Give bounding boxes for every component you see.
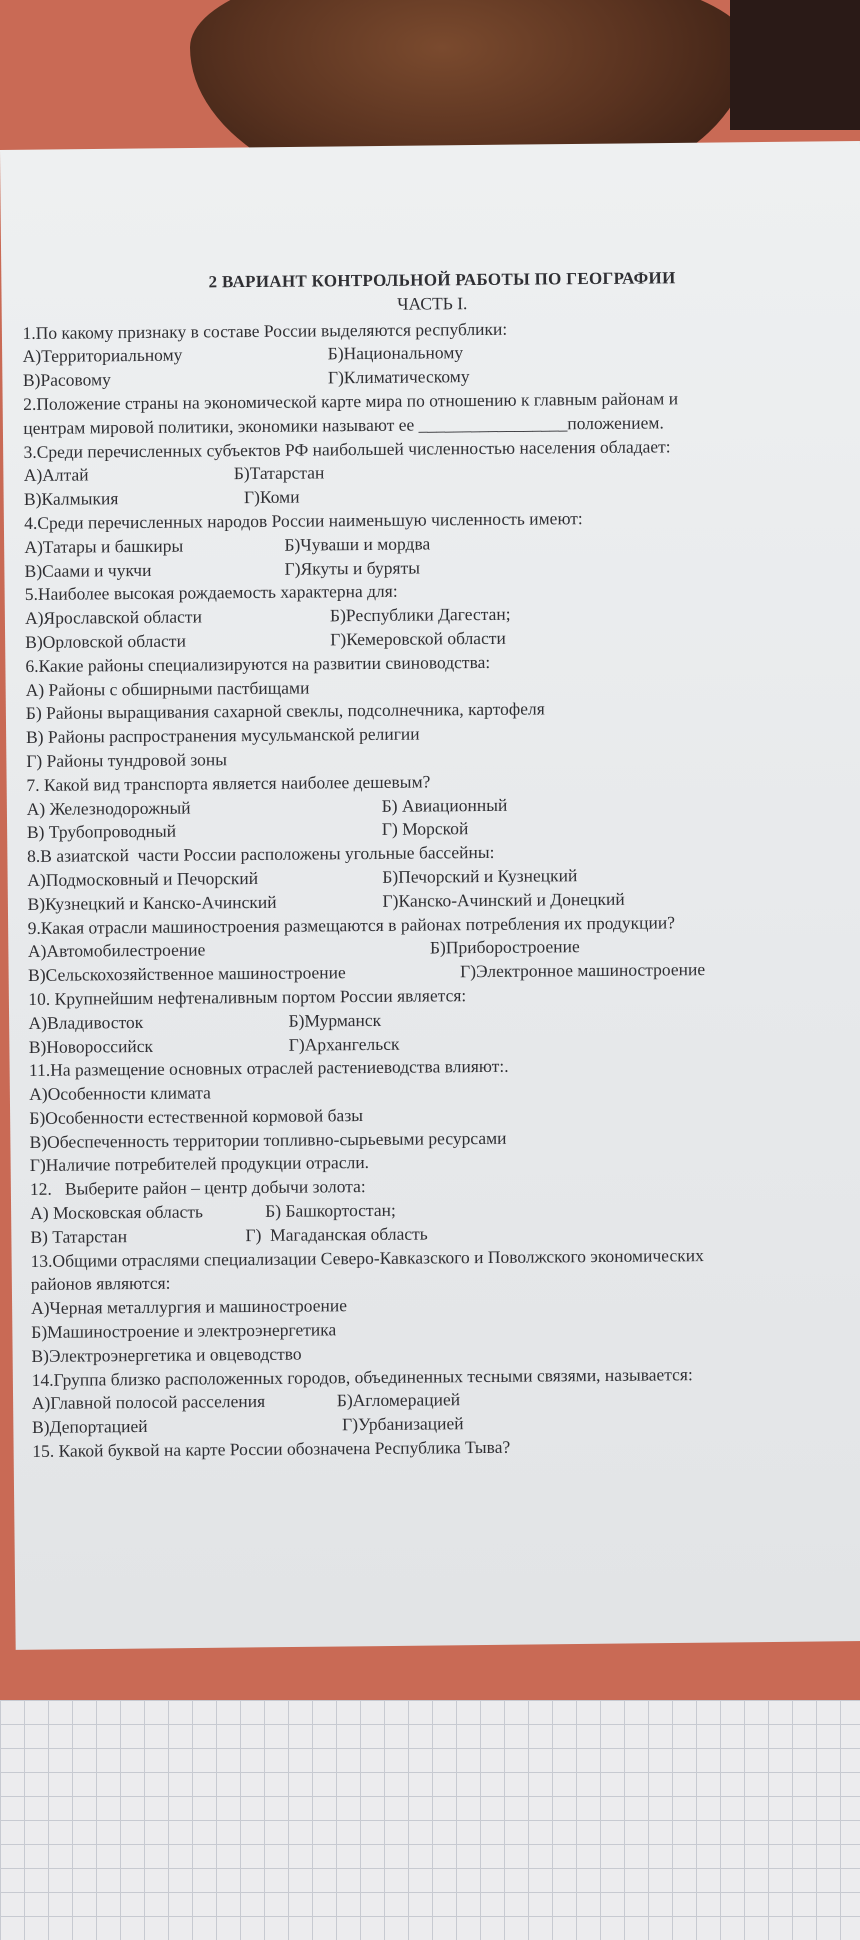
option-a: А)Татары и башкиры [24,535,184,557]
option-c: В)Депортацией [31,1416,148,1438]
question-text-line-2: центрам мировой политики, экономики называют ее [23,414,415,438]
option-c: В)Расовому [22,369,111,391]
question-5 [25,576,846,655]
option-d: Г)Архангельск [288,1033,400,1055]
option-c: В)Саами и чукчи [24,559,152,581]
option-b: Б)Машиностроение и электроэнергетика [31,1319,337,1343]
question-text-line-1: 2.Положение страны на экономической карте мира по отношению к главным районам и [23,388,679,414]
option-a: А)Подмосковный и Печорский [27,867,259,890]
question-12 [30,1171,851,1250]
question-13 [31,1242,852,1368]
question-text: 3.Среди перечисленных субъектов РФ наибольшей численностью населения обладает: [23,435,671,462]
option-a: А) Железнодорожный [26,797,191,819]
option-b: Б) Башкортостан; [265,1199,396,1221]
option-b: Б)Татарстан [233,462,325,484]
option-c: В) Татарстан [30,1225,128,1247]
option-b: Б)Национальному [327,342,464,364]
option-a: А) Районы с обширными пастбищами [25,677,310,700]
question-text: 10. Крупнейшим нефтеналивным портом России является: [28,985,467,1009]
answer-blank: _________________ [418,413,568,435]
question-text-line-1: 13.Общими отраслями специализации Северо-Кавказского и Поволжского экономических [30,1244,704,1271]
option-d: Г)Кемеровской области [330,627,506,650]
option-c: В)Сельскохозяйственное машиностроение [28,962,346,986]
question-9 [28,909,849,988]
question-text: 11.На размещение основных отраслей растениеводства влияют:. [28,1056,509,1081]
document-subtitle: ЧАСТЬ I. [397,292,468,314]
option-c: В)Новороссийск [28,1035,154,1057]
option-a: А)Особенности климата [29,1082,211,1105]
option-d: Г)Канско-Ачинский и Донецкий [382,888,625,911]
dark-background-corner [730,0,860,130]
question-text: 4.Среди перечисленных народов России наименьшую численность имеют: [24,508,583,533]
option-d: Г)Электронное машиностроение [460,959,706,982]
option-a: А)Главной полосой расселения [31,1391,266,1414]
question-text: 5.Наиболее высокая рождаемость характерна для: [24,581,398,605]
option-c: В)Кузнецкий и Канско-Ачинский [27,891,277,914]
question-text: 14.Группа близко расположенных городов, объединенных тесными связями, называется: [31,1363,693,1390]
option-c: В)Калмыкия [23,488,119,510]
option-a: А)Автомобилестроение [27,939,206,962]
option-d: Г) Морской [381,818,469,840]
question-text: 1.По какому признаку в составе России выделяются республики: [22,318,508,343]
test-document [22,265,852,1464]
option-c: В)Орловской области [25,630,186,652]
question-11 [29,1052,850,1178]
option-b: Б) Районы выращивания сахарной свеклы, подсолнечника, картофеля [25,698,545,724]
option-c: В) Районы распространения мусульманской религии [25,723,420,748]
question-text: 12. Выберите район – центр добычи золота: [29,1176,366,1200]
question-7 [26,767,847,846]
question-text: 7. Какой вид транспорта является наиболее дешевым? [26,771,431,795]
option-d: Г)Якуты и буряты [284,557,421,579]
option-c: В) Трубопроводный [26,821,177,843]
option-d: Г) Магаданская область [245,1223,428,1245]
question-3 [23,433,844,512]
question-text: 15. Какой буквой на карте России обозначена Республика Тыва? [32,1436,511,1462]
option-b: Б)Агломерацией [336,1389,461,1411]
option-d: Г) Районы тундровой зоны [26,749,228,771]
option-b: Б)Чуваши и мордва [284,533,431,555]
question-8 [27,838,848,917]
question-10 [28,981,849,1060]
question-text-line-2: районов являются: [30,1273,171,1295]
option-a: А) Московская область [30,1201,204,1224]
option-d: Г)Климатическому [327,366,470,388]
document-title: 2 ВАРИАНТ КОНТРОЛЬНОЙ РАБОТЫ ПО ГЕОГРАФИИ [208,268,676,292]
question-6 [25,648,846,774]
option-a: А)Владивосток [28,1011,144,1033]
option-a: А)Территориальному [22,344,183,367]
option-b: Б) Авиационный [381,794,508,816]
option-c: В)Электроэнергетика и овцеводство [31,1343,302,1366]
question-1 [22,314,843,393]
option-d: Г)Коми [243,486,300,508]
option-a: А)Ярославской области [24,606,202,629]
question-text: 6.Какие районы специализируются на развитии свиноводства: [25,651,491,676]
option-c: В)Обеспеченность территории топливно-сырьевыми ресурсами [29,1127,507,1152]
option-a: А)Черная металлургия и машиностроение [30,1295,348,1319]
option-b: Б)Республики Дагестан; [329,603,511,626]
question-4 [24,505,845,584]
option-b: Б)Особенности естественной кормовой базы [29,1104,364,1128]
grid-paper-notebook [0,1700,860,1940]
option-d: Г)Урбанизацией [341,1413,464,1435]
option-b: Б)Мурманск [288,1009,382,1031]
option-d: Г)Наличие потребителей продукции отрасли. [29,1152,370,1176]
option-b: Б)Печорский и Кузнецкий [382,865,578,887]
question-text: 9.Какая отрасли машиностроения размещаются в районах потребления их продукции? [27,911,676,938]
question-text: 8.В азиатской части России расположены угольные бассейны: [27,842,495,867]
option-b: Б)Приборостроение [429,936,580,958]
question-2 [23,386,843,441]
option-a: А)Алтай [23,464,89,486]
question-14 [32,1361,853,1440]
question-text-line-2-end: положением. [567,412,664,434]
